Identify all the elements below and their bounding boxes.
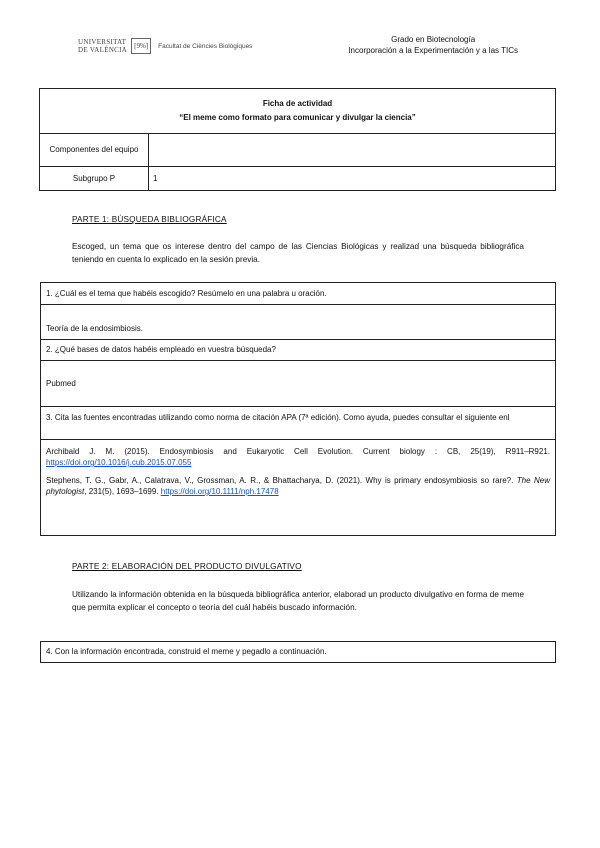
question-1: [41, 283, 555, 305]
part2-question-box: [40, 641, 556, 663]
question-1-text: 1. ¿Cuál es el tema que habéis escogido? Resúmelo en una palabra u oración.: [46, 289, 327, 298]
part2-heading: PARTE 2: ELABORACIÓN DEL PRODUCTO DIVULGATIVO: [72, 562, 302, 571]
activity-title: Ficha de actividad: [262, 99, 333, 108]
faculty-name: Facultat de Ciències Biològiques: [158, 42, 253, 50]
question-2: [41, 340, 555, 361]
reference-2-journal: The New phytologist: [46, 476, 550, 496]
reference-2-link[interactable]: https://doi.org/10.1111/nph.17478: [160, 487, 279, 496]
reference-2-tail: , 231(5), 1693–1699.: [84, 487, 159, 496]
part1-heading: PARTE 1: BÚSQUEDA BIBLIOGRÁFICA: [72, 215, 227, 224]
team-field[interactable]: [149, 134, 556, 167]
answer-1-text: Teoría de la endosimbiosis.: [46, 324, 143, 333]
crest-icon: [9%]: [131, 38, 151, 54]
subgroup-label: Subgrupo P: [40, 167, 149, 191]
part1-questions-box: [40, 282, 556, 536]
answer-3[interactable]: [41, 440, 555, 535]
degree-name: Grado en Biotecnología: [391, 35, 476, 44]
part2-instructions: Utilizando la información obtenida en la búsqueda bibliográfica anterior, elaborad un producto divulgativo en forma de meme que permita explicar el concepto o teoría del cuál habéis buscado información.: [72, 590, 524, 612]
university-line2: DE VALÈNCIA: [78, 46, 128, 54]
question-4: [41, 642, 555, 662]
university-logo: [78, 38, 252, 54]
university-line1: UNIVERSITAT: [78, 38, 127, 46]
question-2-text: 2. ¿Qué bases de datos habéis empleado en vuestra búsqueda?: [46, 345, 276, 354]
reference-2-text: Stephens, T. G., Gabr, A., Calatrava, V., Grossman, A. R., & Bhattacharya, D. (2021). Why is primary endosymbiosis so rare?.: [46, 476, 514, 485]
reference-1: [46, 446, 550, 468]
course-name: Incorporación a la Experimentación y a las TICs: [348, 46, 518, 55]
subgroup-field[interactable]: 1: [149, 167, 556, 191]
answer-2[interactable]: [41, 361, 555, 407]
activity-title-cell: [40, 89, 556, 134]
reference-2: [46, 475, 550, 497]
question-4-text: 4. Con la información encontrada, construid el meme y pegadlo a continuación.: [46, 647, 327, 656]
course-info: [348, 34, 518, 56]
team-label: Componentes del equipo: [40, 134, 149, 167]
reference-1-link[interactable]: https://doi.org/10.1016/j.cub.2015.07.055: [46, 458, 192, 467]
page-header: [78, 34, 560, 62]
activity-table: [39, 88, 556, 191]
question-3-text: 3. Cita las fuentes encontradas utilizando como norma de citación APA (7ª edición). Como ayuda, puedes consultar el siguiente enl: [46, 413, 510, 422]
reference-1-text: Archibald J. M. (2015). Endosymbiosis and Eukaryotic Cell Evolution. Current biology : CB, 25(19), R911–R921.: [46, 447, 550, 456]
answer-1[interactable]: [41, 305, 555, 340]
activity-subtitle: “El meme como formato para comunicar y divulgar la ciencia”: [179, 113, 416, 122]
part1-instructions: Escoged, un tema que os interese dentro del campo de las Ciencias Biológicas y realizad una búsqueda bibliográfica teniendo en cuenta lo explicado en la sesión previa.: [72, 242, 524, 264]
answer-2-text: Pubmed: [46, 379, 76, 388]
university-name: [78, 38, 127, 54]
question-3: [41, 407, 555, 440]
